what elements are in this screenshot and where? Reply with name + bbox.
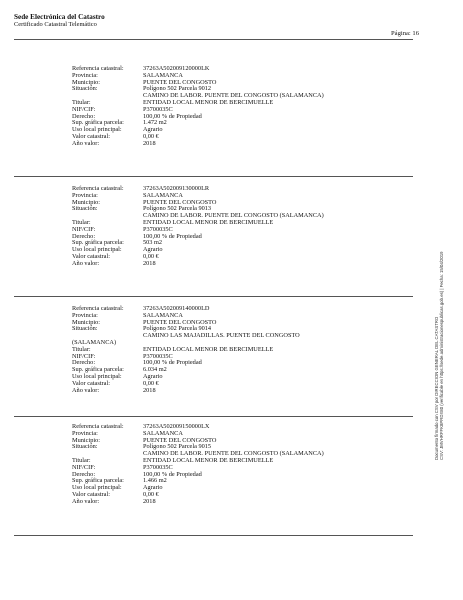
field-label: Año valor:: [72, 259, 100, 267]
field-label: Valor catastral:: [72, 252, 110, 260]
field-value: Agrario: [143, 484, 163, 492]
field-label: Sup. gráfica parcela:: [72, 477, 124, 485]
field-label: Titular:: [72, 98, 91, 106]
field-label: Provincia:: [72, 311, 98, 319]
record-row: [72, 186, 324, 193]
field-value: 100,00 % de Propiedad: [143, 359, 202, 367]
field-label: NIF/CIF:: [72, 105, 96, 113]
field-label: Municipio:: [72, 436, 100, 444]
field-label: NIF/CIF:: [72, 352, 96, 360]
field-value: P3700035C: [143, 463, 173, 471]
field-label: NIF/CIF:: [72, 463, 96, 471]
field-label: Uso local principal:: [72, 126, 122, 134]
field-value: SALAMANCA: [143, 191, 183, 199]
record-row: [72, 458, 324, 465]
field-label: Referencia catastral:: [72, 305, 124, 312]
field-value: 37263A502009120000LK: [143, 65, 210, 72]
record-row: [72, 254, 324, 261]
field-label: Derecho:: [72, 359, 96, 367]
field-value: P3700035C: [143, 352, 173, 360]
field-label: Año valor:: [72, 386, 100, 394]
field-value: Agrario: [143, 246, 163, 254]
record-row: [72, 220, 324, 227]
field-label: Uso local principal:: [72, 484, 122, 492]
field-label: Situación:: [72, 85, 98, 93]
record-divider: [14, 296, 413, 297]
header-divider: [14, 39, 413, 40]
field-value: ENTIDAD LOCAL MENOR DE BERCIMUELLE: [143, 456, 274, 464]
header-title: Sede Electrónica del Catastro: [14, 13, 105, 21]
field-value: CAMINO LAS MAJADILLAS. PUENTE DEL CONGOSTO: [143, 332, 300, 340]
record-row: [72, 261, 324, 268]
field-label: Sup. gráfica parcela:: [72, 239, 124, 247]
field-label: Valor catastral:: [72, 490, 110, 498]
field-label: Provincia:: [72, 71, 98, 79]
record-row: [72, 347, 300, 354]
field-label: Año valor:: [72, 497, 100, 505]
field-label: Derecho:: [72, 470, 96, 478]
record-row: [72, 381, 300, 388]
field-label: Sup. gráfica parcela:: [72, 366, 124, 374]
field-value: 2018: [143, 259, 156, 267]
field-value: P3700035C: [143, 225, 173, 233]
field-label: Derecho:: [72, 232, 96, 240]
field-value: 0,00 €: [143, 132, 159, 140]
parcel-record: [72, 306, 300, 394]
field-value: Agrario: [143, 372, 163, 380]
record-row: [72, 499, 324, 506]
record-row: [72, 66, 324, 73]
record-row: [72, 100, 324, 107]
field-label: Situación:: [72, 443, 98, 451]
field-label: NIF/CIF:: [72, 225, 96, 233]
field-label: Municipio:: [72, 318, 100, 326]
field-label: Uso local principal:: [72, 246, 122, 254]
field-value: ENTIDAD LOCAL MENOR DE BERCIMUELLE: [143, 218, 274, 226]
field-value: 0,00 €: [143, 252, 159, 260]
field-value: 100,00 % de Propiedad: [143, 112, 202, 120]
field-label: Titular:: [72, 456, 91, 464]
field-value: Polígono 502 Parcela 9015: [143, 443, 212, 451]
record-row: [72, 492, 324, 499]
record-row: [72, 141, 324, 148]
field-value: SALAMANCA: [143, 429, 183, 437]
record-divider: [14, 416, 413, 417]
header-subtitle: Certificado Catastral Telemático: [14, 21, 97, 28]
field-value: 100,00 % de Propiedad: [143, 232, 202, 240]
field-value: PUENTE DEL CONGOSTO: [143, 78, 217, 86]
side-note-line1: Documento firmado con CSV por DIRECCION GENERAL DEL CATASTRO: [434, 316, 439, 460]
document-header: [14, 13, 105, 29]
field-value: 100,00 % de Propiedad: [143, 470, 202, 478]
field-value: PUENTE DEL CONGOSTO: [143, 318, 217, 326]
field-value: 0,00 €: [143, 379, 159, 387]
field-label: Titular:: [72, 345, 91, 353]
field-value: CAMINO DE LABOR. PUENTE DEL CONGOSTO (SALAMANCA): [143, 450, 324, 458]
field-value: Polígono 502 Parcela 9014: [143, 325, 212, 333]
field-value: 37263A502009130000LR: [143, 185, 210, 192]
field-label: Derecho:: [72, 112, 96, 120]
field-value: 1.466 m2: [143, 477, 167, 485]
field-value: 2018: [143, 497, 156, 505]
field-value: 37263A502009140000LD: [143, 305, 210, 312]
field-label: Referencia catastral:: [72, 423, 124, 430]
record-row: [72, 306, 300, 313]
field-label: Provincia:: [72, 191, 98, 199]
field-label: Año valor:: [72, 139, 100, 147]
parcel-record: [72, 424, 324, 506]
record-row: [72, 388, 300, 395]
field-label: Valor catastral:: [72, 132, 110, 140]
field-value: 503 m2: [143, 239, 163, 247]
field-value: 2018: [143, 139, 156, 147]
field-label: (SALAMANCA): [72, 338, 117, 346]
field-value: ENTIDAD LOCAL MENOR DE BERCIMUELLE: [143, 98, 274, 106]
record-row: [72, 424, 324, 431]
field-label: Titular:: [72, 218, 91, 226]
field-value: ENTIDAD LOCAL MENOR DE BERCIMUELLE: [143, 345, 274, 353]
field-value: CAMINO DE LABOR. PUENTE DEL CONGOSTO (SALAMANCA): [143, 212, 324, 220]
field-value: Agrario: [143, 126, 163, 134]
csv-signature-note: [434, 140, 444, 460]
field-value: SALAMANCA: [143, 71, 183, 79]
page-number: Página: 16: [390, 30, 419, 37]
parcel-record: [72, 186, 324, 268]
field-value: 0,00 €: [143, 490, 159, 498]
field-label: Municipio:: [72, 78, 100, 86]
field-label: Sup. gráfica parcela:: [72, 119, 124, 127]
field-label: Municipio:: [72, 198, 100, 206]
field-value: PUENTE DEL CONGOSTO: [143, 198, 217, 206]
field-label: Valor catastral:: [72, 379, 110, 387]
field-value: 37263A502009150000LX: [143, 423, 210, 430]
side-note-line2: CSV: JMVHRFFK8PRDX80 (verificable en https://sede.administracionespublicas.gob.es) | Fecha: 15/04/2019: [439, 251, 445, 460]
field-label: Situación:: [72, 205, 98, 213]
field-label: Referencia catastral:: [72, 185, 124, 192]
parcel-record: [72, 66, 324, 148]
field-value: SALAMANCA: [143, 311, 183, 319]
field-value: P3700035C: [143, 105, 173, 113]
field-value: 2018: [143, 386, 156, 394]
field-value: PUENTE DEL CONGOSTO: [143, 436, 217, 444]
field-value: 6.034 m2: [143, 366, 167, 374]
record-row: [72, 134, 324, 141]
field-value: Polígono 502 Parcela 9012: [143, 85, 212, 93]
field-label: Situación:: [72, 325, 98, 333]
field-value: 1.472 m2: [143, 119, 167, 127]
field-label: Provincia:: [72, 429, 98, 437]
field-label: Uso local principal:: [72, 372, 122, 380]
record-divider: [14, 176, 413, 177]
record-divider: [14, 535, 413, 536]
field-value: Polígono 502 Parcela 9013: [143, 205, 212, 213]
field-label: Referencia catastral:: [72, 65, 124, 72]
field-value: CAMINO DE LABOR. PUENTE DEL CONGOSTO (SALAMANCA): [143, 92, 324, 100]
